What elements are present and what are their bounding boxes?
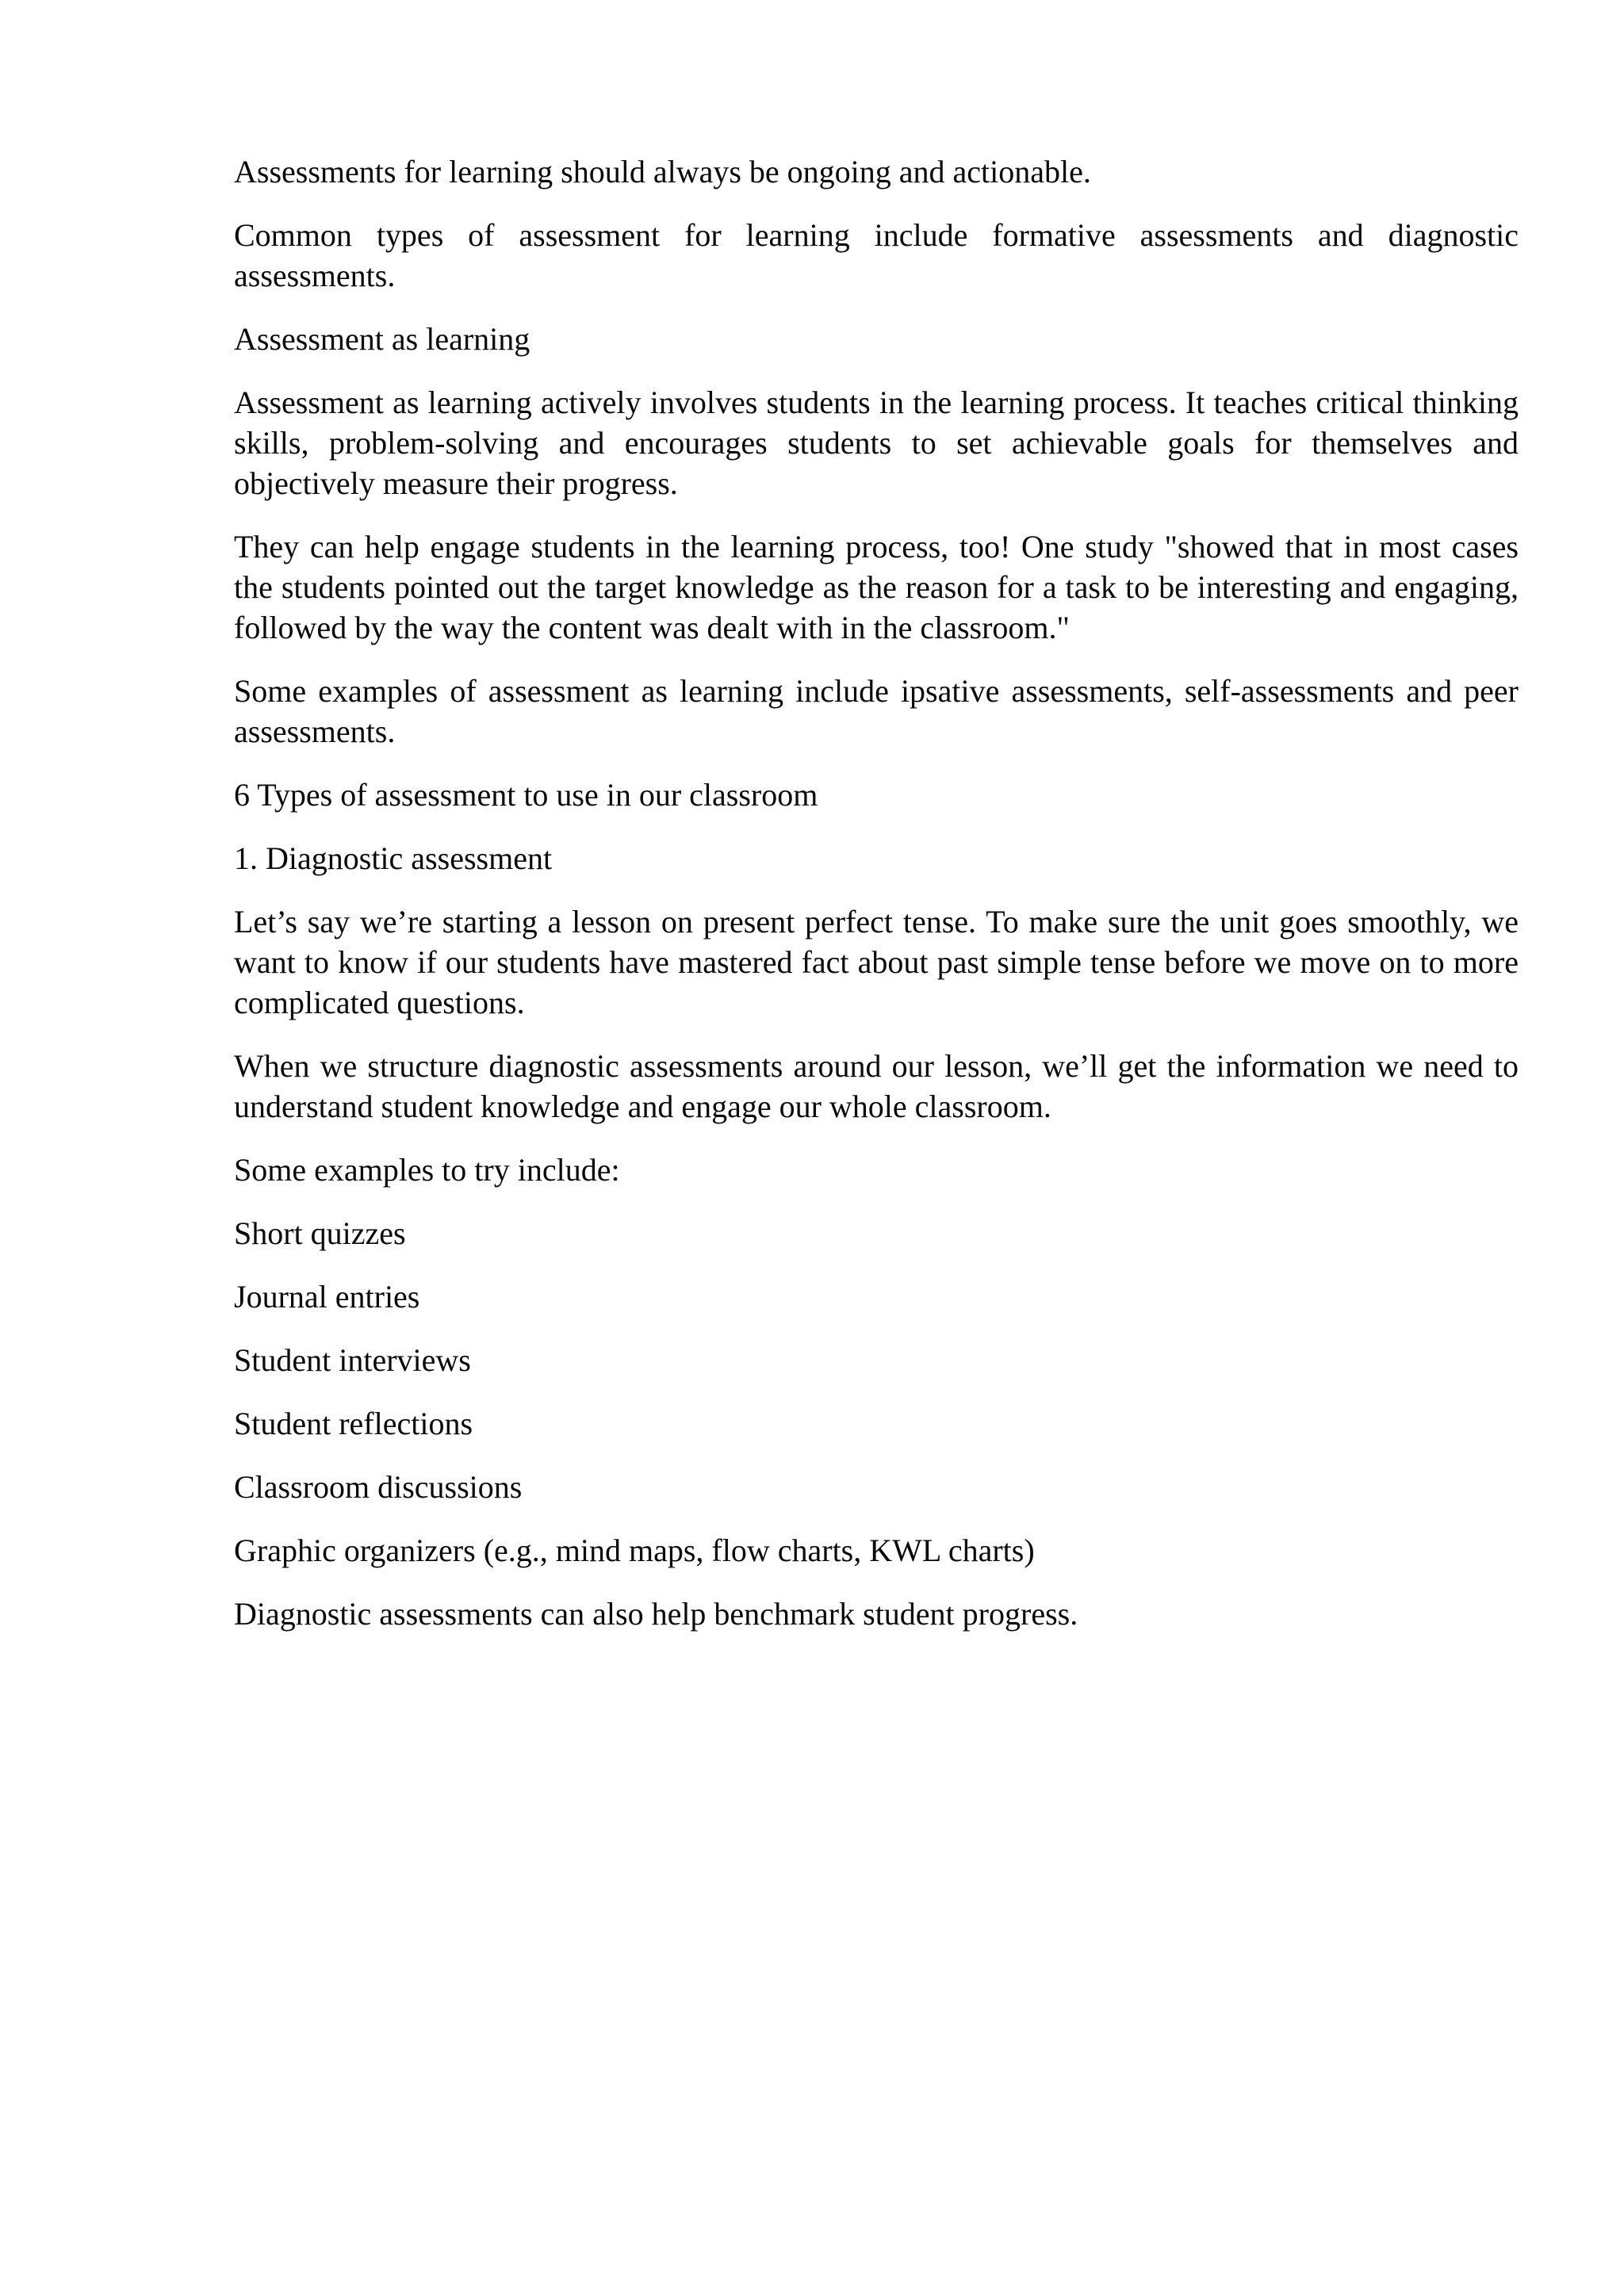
list-item-student-reflections: Student reflections — [234, 1406, 473, 1441]
paragraph-benchmark-progress: Diagnostic assessments can also help benchmark student progress. — [234, 1596, 1078, 1632]
paragraph-engage-students-study: They can help engage students in the learning process, too! One study "showed that in most cases the students pointed out the target knowledge as the reason for a task to be interesting and engaging, followed by the way the content was dealt with in the classroom." — [234, 529, 1519, 645]
heading-six-types-of-assessment: 6 Types of assessment to use in our classroom — [234, 777, 818, 813]
paragraph-assessment-as-learning-definition: Assessment as learning actively involves students in the learning process. It teaches critical thinking skills, problem-solving and encourages students to set achievable goals for themselves and objectively measure their progress. — [234, 385, 1519, 501]
paragraph-examples-intro: Some examples to try include: — [234, 1152, 620, 1188]
paragraph-structure-diagnostic-assessments: When we structure diagnostic assessments around our lesson, we’ll get the information we need to understand student knowledge and engage our whole classroom. — [234, 1048, 1519, 1124]
heading-diagnostic-assessment: 1. Diagnostic assessment — [234, 840, 553, 876]
list-item-graphic-organizers: Graphic organizers (e.g., mind maps, flow charts, KWL charts) — [234, 1533, 1035, 1568]
heading-assessment-as-learning: Assessment as learning — [234, 321, 530, 357]
list-item-classroom-discussions: Classroom discussions — [234, 1469, 523, 1505]
paragraph-present-perfect-lesson: Let’s say we’re starting a lesson on present perfect tense. To make sure the unit goes smoothly, we want to know if our students have mastered fact about past simple tense before we move on to more complicated questions. — [234, 904, 1519, 1020]
list-item-short-quizzes: Short quizzes — [234, 1215, 406, 1251]
paragraph-examples-assessment-as-learning: Some examples of assessment as learning include ipsative assessments, self-assessments and peer assessments. — [234, 673, 1519, 749]
paragraph-assessment-for-learning-ongoing: Assessments for learning should always be ongoing and actionable. — [234, 154, 1091, 189]
list-item-student-interviews: Student interviews — [234, 1342, 471, 1378]
list-item-journal-entries: Journal entries — [234, 1279, 420, 1314]
paragraph-common-types-assessment-for-learning: Common types of assessment for learning include formative assessments and diagnostic assessments. — [234, 217, 1519, 293]
document-body — [234, 151, 1519, 1657]
